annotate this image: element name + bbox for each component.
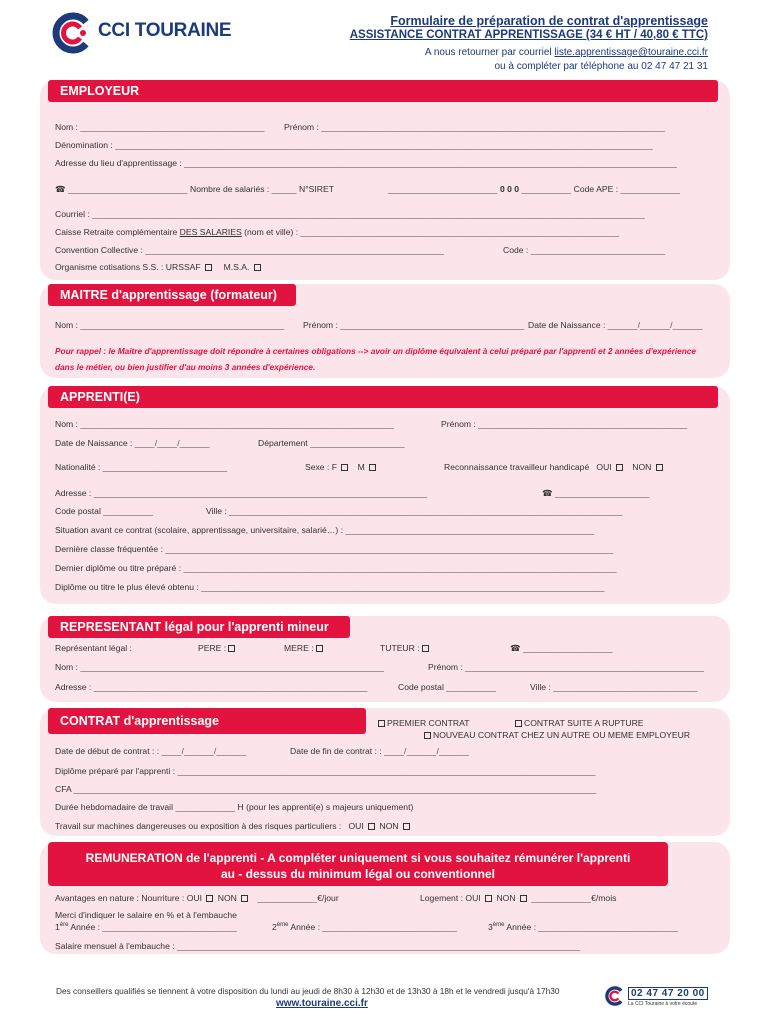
- employeur-title: EMPLOYEUR: [60, 84, 140, 98]
- representant-adresse-row[interactable]: Adresse : _______________________________________________________: [55, 682, 368, 692]
- departement-row[interactable]: Département ___________________: [258, 438, 405, 448]
- return-prefix: A nous retourner par courriel: [424, 47, 552, 58]
- apprenti-phone-row[interactable]: ☎ ___________________: [542, 488, 650, 498]
- annee-3-row[interactable]: 3ème Année : ____________________________: [488, 922, 678, 932]
- contrat-title: CONTRAT d'apprentissage: [60, 714, 220, 728]
- merci-row: Merci d'indiquer le salaire en % et à l'embauche: [55, 910, 237, 920]
- representant-phone-row[interactable]: ☎ __________________: [510, 643, 613, 653]
- employeur-nom-row[interactable]: Nom : _____________________________________: [55, 122, 265, 132]
- cci-logo-icon: [50, 12, 92, 54]
- pere-option: PERE :: [198, 643, 237, 653]
- urssaf-checkbox[interactable]: [205, 264, 212, 271]
- phone-icon: ☎: [542, 488, 553, 498]
- form-title: Formulaire de préparation de contrat d'apprentissage: [390, 14, 708, 28]
- logement-oui-checkbox[interactable]: [485, 895, 492, 902]
- code-row[interactable]: Code : ___________________________: [503, 245, 666, 255]
- handicap-row: Reconnaissance travailleur handicapé OUI NON: [444, 462, 665, 472]
- machines-row: Travail sur machines dangereuses ou exposition à des risques particuliers : OUI NON: [55, 821, 412, 831]
- contact-phone: 02 47 47 20 00: [628, 987, 708, 1000]
- pere-checkbox[interactable]: [228, 645, 235, 652]
- tuteur-option: TUTEUR :: [380, 643, 431, 653]
- avantages-row: Avantages en nature : Nourriture : OUI NON ____________€/jour: [55, 893, 339, 903]
- email-link[interactable]: liste.apprentissage@touraine.cci.fr: [554, 47, 708, 58]
- machines-oui-checkbox[interactable]: [368, 823, 375, 830]
- remuneration-title-1: REMUNERATION de l'apprenti - A compléter uniquement si vous souhaitez rémunérer l'apprenti: [85, 851, 631, 865]
- nouveau-contrat-option: NOUVEAU CONTRAT CHEZ UN AUTRE OU MEME EMPLOYEUR: [422, 730, 690, 740]
- adresse-apprentissage-row[interactable]: Adresse du lieu d'apprentissage : ___________________________________________________________________________________________________: [55, 158, 678, 168]
- nouveau-contrat-checkbox[interactable]: [424, 732, 431, 739]
- premier-contrat-checkbox[interactable]: [378, 720, 385, 727]
- cci-small-logo-icon: [604, 986, 624, 1006]
- suite-rupture-checkbox[interactable]: [515, 720, 522, 727]
- phone-icon: ☎: [510, 643, 521, 653]
- tuteur-checkbox[interactable]: [422, 645, 429, 652]
- maitre-note-2: dans le métier, ou bien justifier d'au moins 3 années d'expérience.: [55, 362, 316, 372]
- mere-option: MERE :: [284, 643, 325, 653]
- nourriture-non-checkbox[interactable]: [241, 895, 248, 902]
- representant-title: REPRESENTANT légal pour l'apprenti mineur: [60, 620, 329, 634]
- maitre-note-1: Pour rappel : le Maitre d'apprentissage doit répondre à certaines obligations --> avoir un diplôme équivalent à celui préparé par l'apprenti et 2 années d'expérience: [55, 346, 697, 356]
- denomination-row[interactable]: Dénomination : ____________________________________________________________________________________________________________: [55, 140, 653, 150]
- logement-non-checkbox[interactable]: [520, 895, 527, 902]
- mere-checkbox[interactable]: [316, 645, 323, 652]
- fin-contrat-row[interactable]: Date de fin de contrat : : ____/______/______: [290, 746, 469, 756]
- representant-ville-row[interactable]: Ville : _____________________________: [530, 682, 698, 692]
- representant-header: [48, 616, 350, 638]
- apprenti-adresse-row[interactable]: Adresse : ___________________________________________________________________: [55, 488, 428, 498]
- return-line: [425, 47, 708, 58]
- duree-row[interactable]: Durée hebdomadaire de travail ____________ H (pour les apprenti(e) s majeurs uniquement): [55, 802, 414, 812]
- representant-nom-row[interactable]: Nom : _____________________________________________________________: [55, 662, 385, 672]
- remuneration-title-2: au - dessus du minimum légal ou conventionnel: [220, 867, 496, 881]
- dernier-diplome-row[interactable]: Dernier diplôme ou titre préparé : _______________________________________________________________________________________: [55, 563, 617, 573]
- maitre-prenom-row[interactable]: Prénom : _____________________________________: [303, 320, 525, 330]
- form-subtitle: ASSISTANCE CONTRAT APPRENTISSAGE (34 € HT / 40,80 € TTC): [349, 29, 708, 41]
- maitre-nom-row[interactable]: Nom : _________________________________________: [55, 320, 285, 330]
- machines-non-checkbox[interactable]: [403, 823, 410, 830]
- apprenti-cp-row[interactable]: Code postal __________: [55, 506, 154, 516]
- phone-line: ou à compléter par téléphone au 02 47 47 21 31: [494, 61, 708, 72]
- sexe-f-checkbox[interactable]: [341, 464, 348, 471]
- courriel-row[interactable]: Courriel : _______________________________________________________________________________________________________________: [55, 209, 645, 219]
- website-link[interactable]: www.touraine.cci.fr: [276, 998, 368, 1009]
- apprenti-ville-row[interactable]: Ville : _______________________________________________________________________________: [206, 506, 623, 516]
- contact-tagline: La CCI Touraine à votre écoute: [628, 1001, 698, 1007]
- debut-contrat-row[interactable]: Date de début de contrat : : ____/______/______: [55, 746, 247, 756]
- employeur-header: [48, 80, 718, 102]
- derniere-classe-row[interactable]: Dernière classe fréquentée : __________________________________________________________________________________________: [55, 544, 614, 554]
- premier-contrat-option: PREMIER CONTRAT: [376, 718, 469, 728]
- diplome-prepare-row[interactable]: Diplôme préparé par l'apprenti : ____________________________________________________________________________________: [55, 766, 596, 776]
- footer-text: Des conseillers qualifiés se tiennent à votre disposition du lundi au jeudi de 8h30 à 12h30 et de 13h30 à 18h et le vendredi jusqu'à 17h30: [56, 986, 560, 996]
- phone-icon: ☎: [55, 184, 66, 194]
- convention-row[interactable]: Convention Collective : ____________________________________________________________: [55, 245, 445, 255]
- caisse-row[interactable]: Caisse Retraite complémentaire DES SALARIES (nom et ville) : ________________________________________________________________: [55, 227, 620, 237]
- apprenti-header: [48, 386, 718, 408]
- remuneration-header: [48, 842, 668, 886]
- handicap-oui-checkbox[interactable]: [616, 464, 623, 471]
- salaire-row[interactable]: Salaire mensuel à l'embauche : _________________________________________________________________________________: [55, 941, 581, 951]
- annee-1-row[interactable]: 1ère Année : ___________________________: [55, 922, 237, 932]
- employeur-prenom-row[interactable]: Prénom : _____________________________________________________________________: [284, 122, 665, 132]
- apprenti-title: APPRENTI(E): [60, 390, 140, 404]
- contrat-header: [48, 708, 366, 734]
- representant-prenom-row[interactable]: Prénom : ________________________________________________: [428, 662, 705, 672]
- sexe-row: Sexe : F M: [305, 462, 378, 472]
- suite-rupture-option: CONTRAT SUITE A RUPTURE: [513, 718, 644, 728]
- apprenti-naissance-row[interactable]: Date de Naissance : ____/____/______: [55, 438, 210, 448]
- cfa-row[interactable]: CFA _________________________________________________________________________________________________________: [55, 784, 597, 794]
- nourriture-oui-checkbox[interactable]: [206, 895, 213, 902]
- sexe-m-checkbox[interactable]: [369, 464, 376, 471]
- msa-checkbox[interactable]: [254, 264, 261, 271]
- employeur-phone-row[interactable]: ☎ ________________________ Nombre de salariés : _____ N°SIRET: [55, 184, 334, 194]
- representant-cp-row[interactable]: Code postal __________: [398, 682, 497, 692]
- maitre-naissance-row[interactable]: Date de Naissance : ______/______/______: [528, 320, 703, 330]
- brand-name: CCI TOURAINE: [98, 20, 232, 41]
- maitre-title: MAITRE d'apprentissage (formateur): [60, 288, 277, 302]
- representant-row: Représentant légal :: [55, 643, 132, 653]
- diplome-eleve-row[interactable]: Diplôme ou titre le plus élevé obtenu : _________________________________________________________________________________: [55, 582, 605, 592]
- logement-row: Logement : OUI NON ____________€/mois: [420, 893, 617, 903]
- organisme-row: Organisme cotisations S.S. : URSSAF M.S.A.: [55, 262, 263, 272]
- handicap-non-checkbox[interactable]: [656, 464, 663, 471]
- annee-2-row[interactable]: 2ème Année : ___________________________: [272, 922, 457, 932]
- apprenti-nom-row[interactable]: Nom : _______________________________________________________________: [55, 419, 395, 429]
- nationalite-row[interactable]: Nationalité : _________________________: [55, 462, 228, 472]
- siret-row[interactable]: ______________________ 0 0 0 __________ Code APE : ____________: [388, 184, 681, 194]
- apprenti-prenom-row[interactable]: Prénom : __________________________________________: [441, 419, 688, 429]
- situation-row[interactable]: Situation avant ce contrat (scolaire, apprentissage, universitaire, salarié…) : __________________________________________________: [55, 525, 595, 535]
- maitre-header: [48, 284, 296, 306]
